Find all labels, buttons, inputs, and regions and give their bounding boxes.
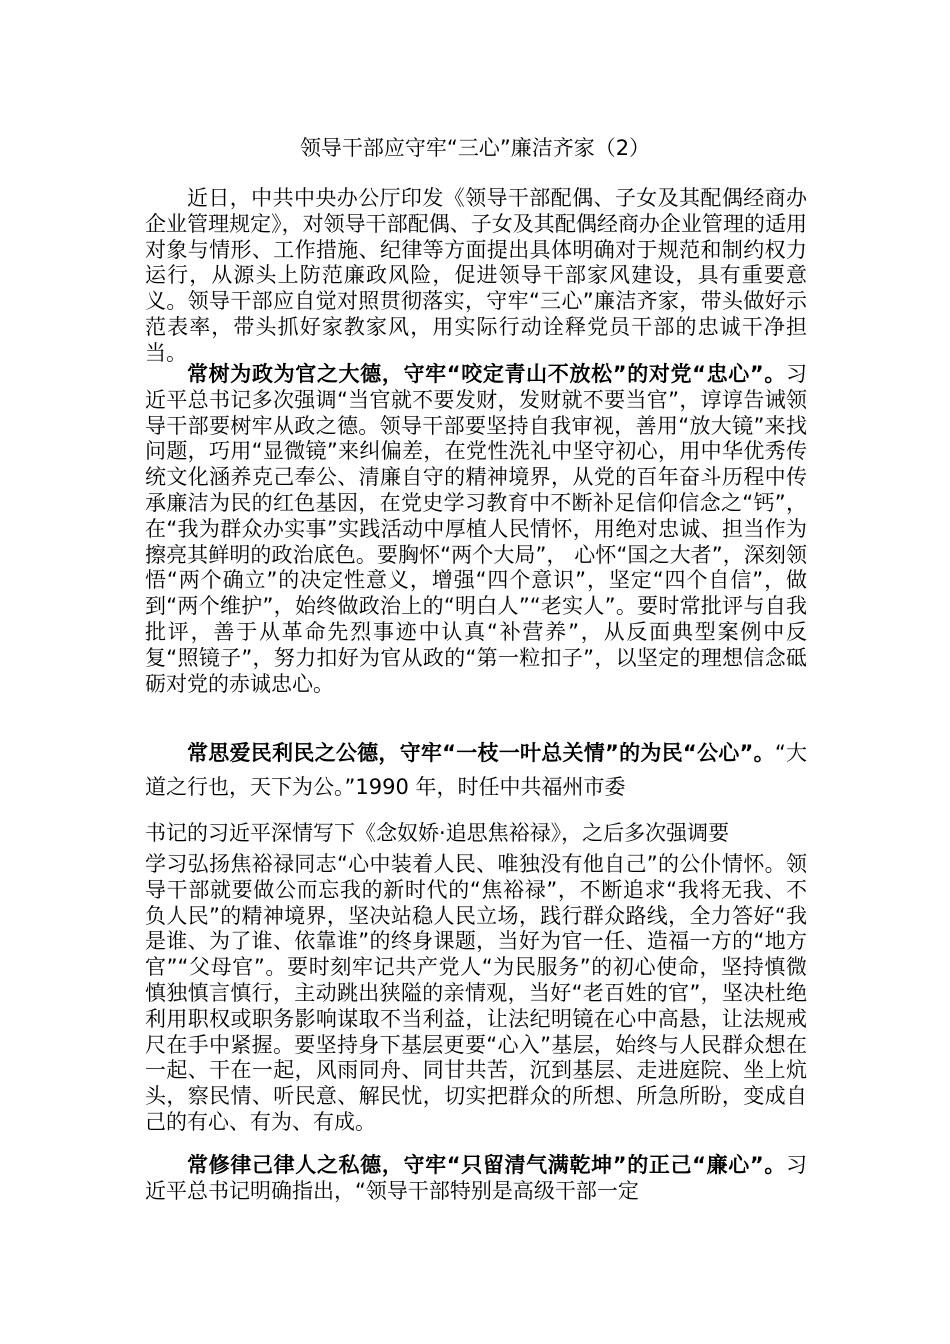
paragraph-intro: 近日，中共中央办公厅印发《领导干部配偶、子女及其配偶经商办企业管理规定》，对领导干部配偶、子女及其配偶经商办企业管理的适用对象与情形、工作措施、纪律等方面提出具体明确对于规范和制约权力运行，从源头上防范廉政风险，促进领导干部家风建设，具有重要意义。领导干部应自觉对照贯彻落实，守牢“三心”廉洁齐家，带头做好示范表率，带头抓好家教家风，用实际行动诠释党员干部的忠诚干净担当。 — [145, 186, 807, 365]
paragraph-loyalty-body: 习近平总书记多次强调“当官就不要发财，发财就不要当官”，谆谆告诫领导干部要树牢从政之德。领导干部要坚持自我审视，善用“放大镜”来找问题，巧用“显微镜”来纠偏差，在党性洗礼中坚守初心，用中华优秀传统文化涵养克己奉公、清廉自守的精神境界，从党的百年奋斗历程中传承廉洁为民的红色基因，在党史学习教育中不断补足信仰信念之“钙”，在“我为群众办实事”实践活动中厚植人民情怀，用绝对忠诚、担当作为擦亮其鲜明的政治底色。要胸怀“两个大局”， 心怀“国之大者”，深刻领悟“两个确立”的决定性意义，增强“四个意识”，坚定“四个自信”，做到“两个维护”，始终做政治上的“明白人”“老实人”。要时常批评与自我批评，善于从革命先烈事迹中认真“补营养”，从反面典型案例中反复“照镜子”，努力扣好为官从政的“第一粒扣子”，以坚定的理想信念砥砺对党的赤诚忠心。 — [145, 362, 807, 696]
paragraph-public-heart-line: 书记的习近平深情写下《念奴娇·追思焦裕禄》，之后多次强调要 — [145, 821, 730, 845]
paragraph-loyalty-heading: 常树为政为官之大德，守牢“咬定青山不放松”的对党“忠心”。 — [187, 362, 786, 386]
paragraph-public-heart — [145, 736, 807, 804]
paragraph-public-heart-continued: 学习弘扬焦裕禄同志“心中装着人民、唯独没有他自己”的公仆情怀。领导干部就要做公而忘我的新时代的“焦裕禄”，不断追求“我将无我、不负人民”的精神境界，坚决站稳人民立场，践行群众路线，全力答好“我是谁、为了谁、依靠谁”的终身课题，当好为官一任、造福一方的“地方官”“父母官”。要时刻牢记共产党人“为民服务”的初心使命，坚持慎微慎独慎言慎行，主动跳出狭隘的亲情观，当好“老百姓的官”，坚决杜绝利用职权或职务影响谋取不当利益，让法纪明镜在心中高悬，让法规戒尺在手中紧握。要坚持身下基层更要“心入”基层，始终与人民群众想在一起、干在一起，风雨同舟、同甘共苦，沉到基层、走进庭院、坐上炕头，察民情、听民意、解民忧，切实把群众的所想、所急所盼，变成自己的有心、有为、有成。 — [145, 852, 807, 1134]
paragraph-integrity — [145, 1153, 807, 1205]
paragraph-integrity-heading: 常修律己律人之私德，守牢“只留清气满乾坤”的正己“廉心”。 — [187, 1153, 786, 1177]
paragraph-public-heart-body-a: “大道之行也，天下为公。”1990 年，时任中共福州市委 — [145, 741, 807, 799]
paragraph-public-heart-heading: 常思爱民利民之公德，守牢“一枝一叶总关情”的为民“公心”。 — [187, 741, 775, 765]
document-title: 领导干部应守牢“三心”廉洁齐家（2） — [299, 136, 651, 160]
paragraph-loyalty — [145, 362, 807, 697]
paragraph-integrity-body: 习近平总书记明确指出，“领导干部特别是高级干部一定 — [145, 1153, 807, 1203]
